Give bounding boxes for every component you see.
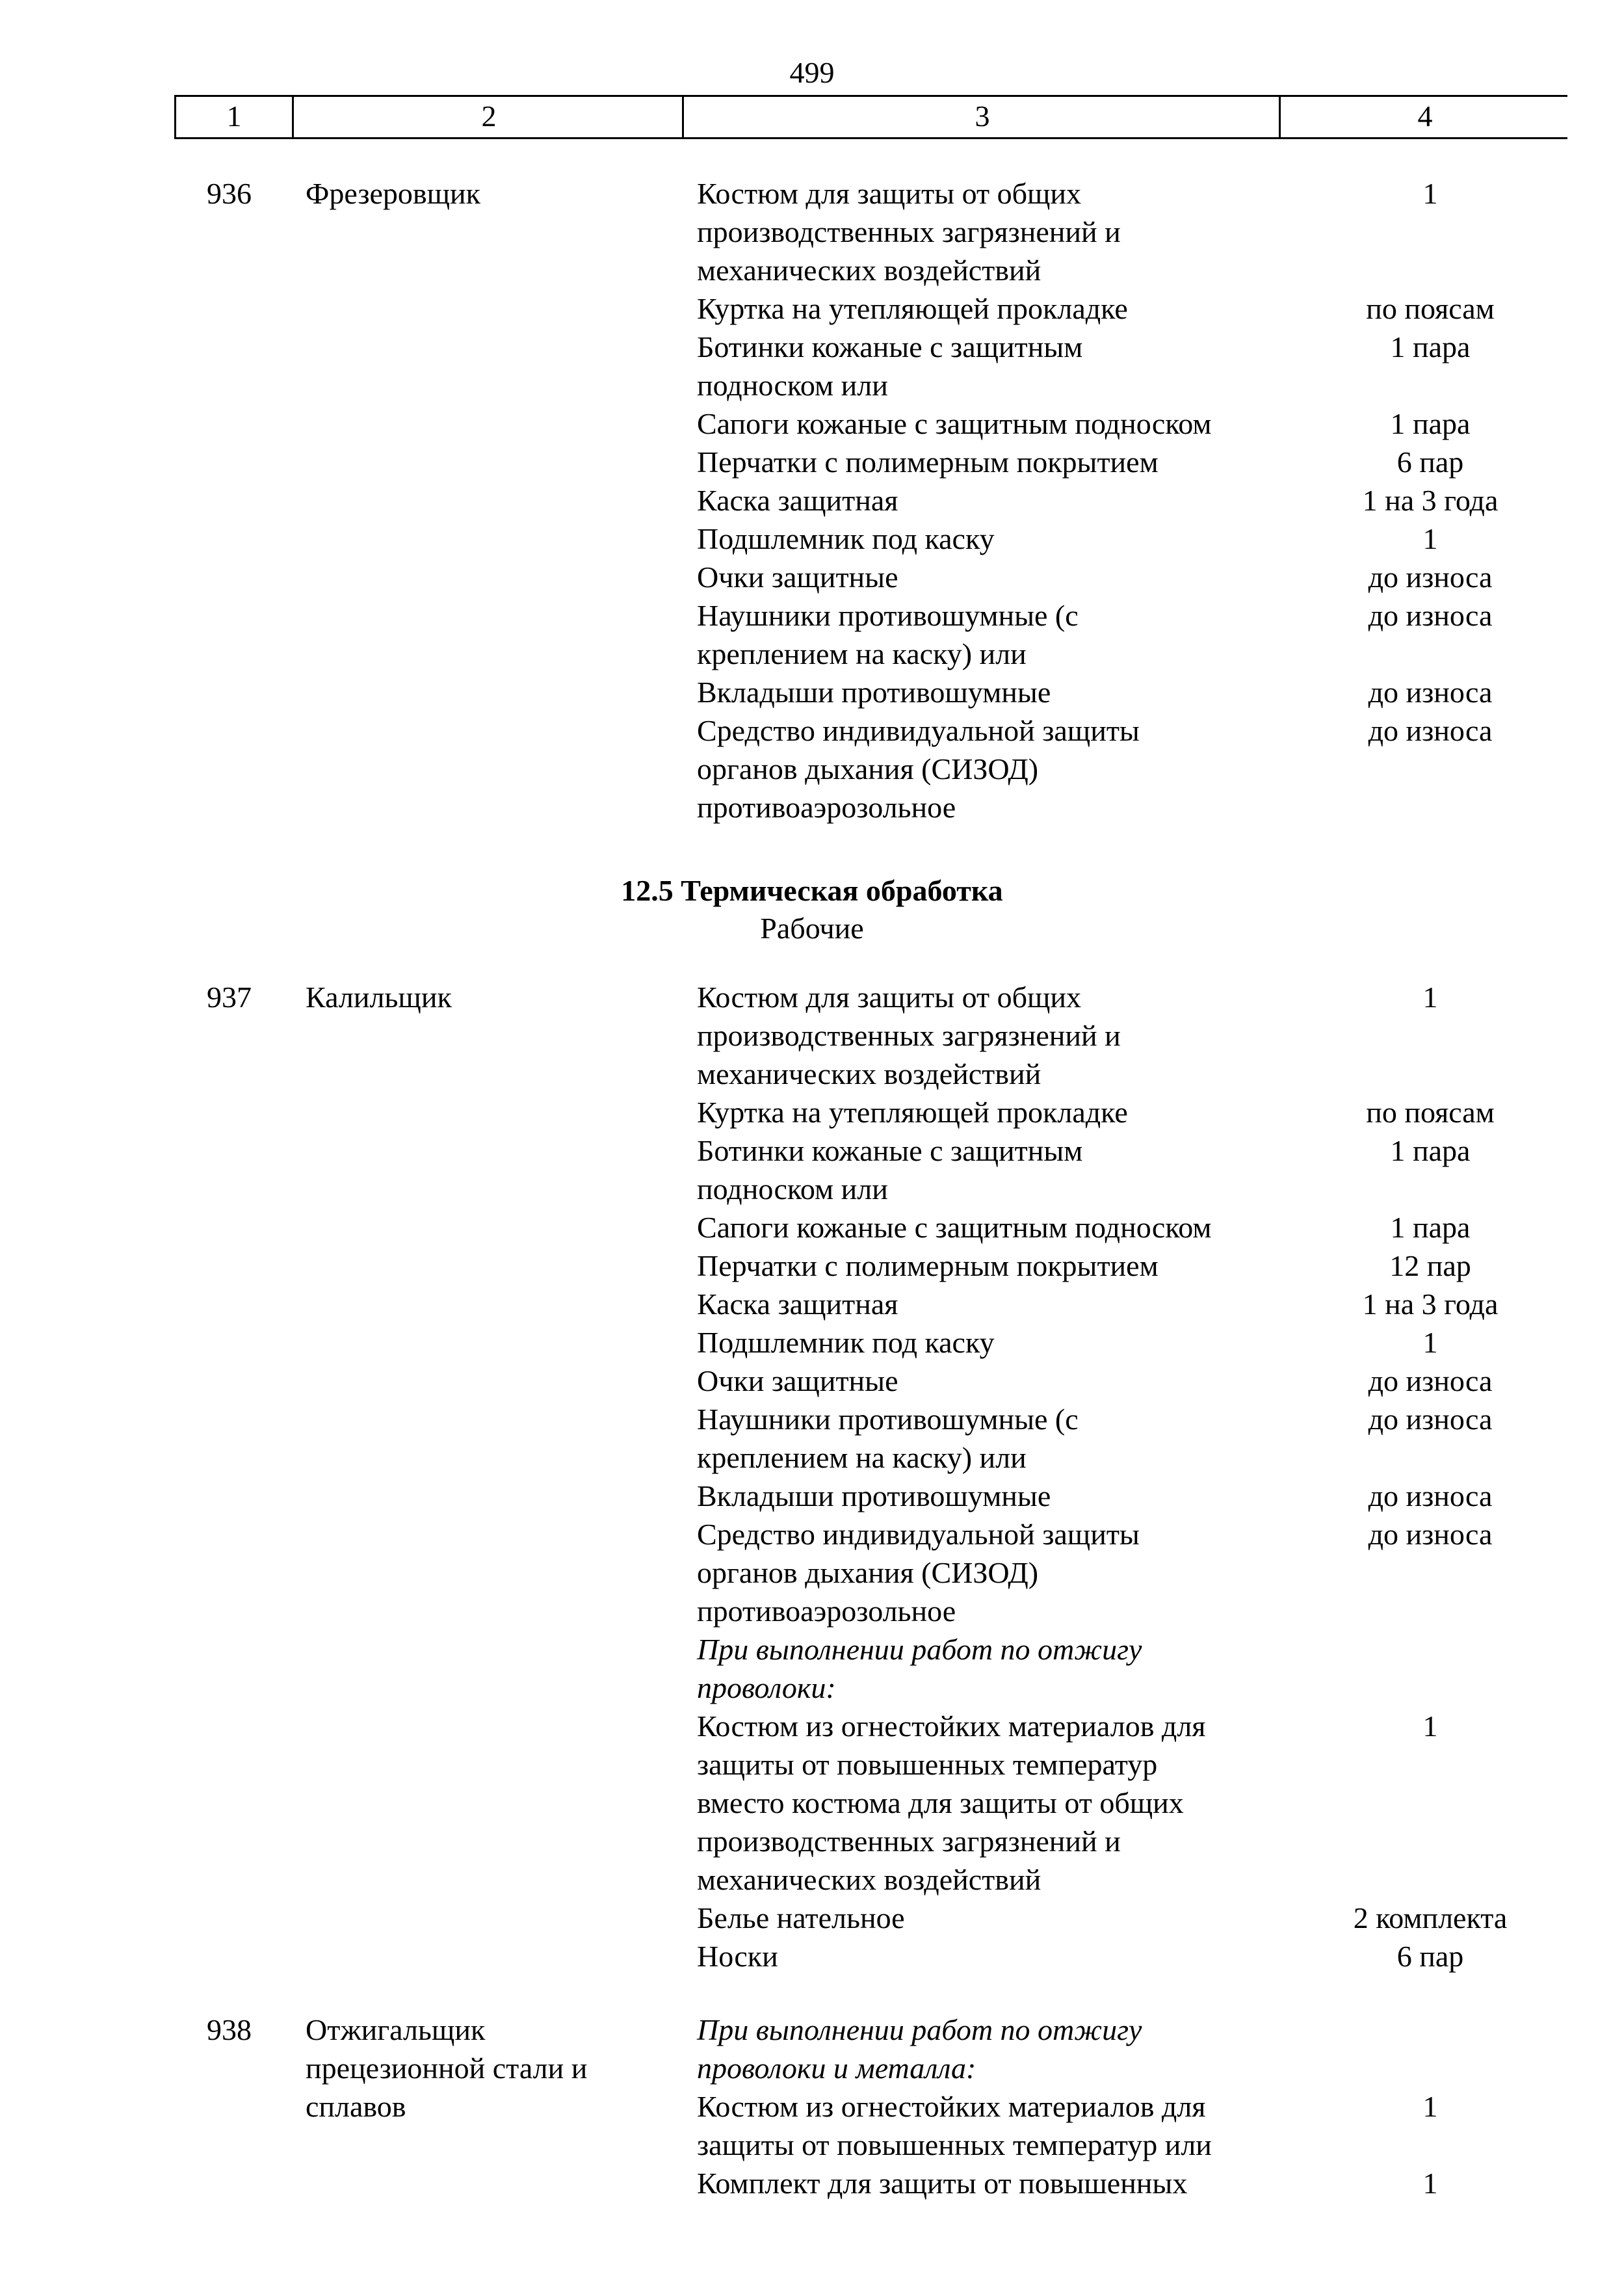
- item-text-line: Подшлемник под каску: [697, 522, 995, 555]
- issue-norm: по поясам: [1366, 292, 1495, 325]
- item-text-line: Вкладыши противошумные: [697, 676, 1051, 709]
- item-text-line: механических воздействий: [697, 1057, 1041, 1090]
- ppe-item-row: [0, 1515, 1624, 1628]
- ppe-item-name: [697, 481, 1295, 520]
- issue-norm: до износа: [1368, 1364, 1493, 1397]
- item-text-line: производственных загрязнений и: [697, 1825, 1121, 1858]
- item-text-line: Костюм из огнестойких материалов для: [697, 2090, 1206, 2123]
- ppe-item-name: [697, 1285, 1295, 1323]
- item-text-line: проволоки:: [697, 1671, 836, 1704]
- section-title: 12.5 Термическая обработка: [621, 874, 1003, 907]
- item-text-line: защиты от повышенных температур: [697, 1748, 1158, 1781]
- ppe-item-name: [697, 558, 1295, 596]
- item-text-line: При выполнении работ по отжигу: [697, 1633, 1142, 1666]
- item-text-line: Каска защитная: [697, 484, 898, 517]
- item-text-line: Подшлемник под каску: [697, 1326, 995, 1359]
- ppe-item-row: [0, 1285, 1624, 1323]
- ppe-item-row: [0, 1362, 1624, 1400]
- item-text-line: Перчатки с полимерным покрытием: [697, 1249, 1159, 1282]
- item-text-line: Сапоги кожаные с защитным подноском: [697, 407, 1212, 440]
- column-header-4: 4: [1279, 97, 1569, 137]
- item-text-line: Каска защитная: [697, 1287, 898, 1321]
- ppe-item-row: [0, 596, 1624, 670]
- item-text-line: противоаэрозольное: [697, 791, 956, 824]
- ppe-item-row: [0, 1208, 1624, 1247]
- item-text-line: Костюм для защиты от общих: [697, 177, 1082, 210]
- issue-norm: 1 пара: [1390, 407, 1471, 440]
- issue-norm: 6 пар: [1396, 1940, 1464, 1973]
- ppe-item-name: [697, 443, 1295, 481]
- issue-norm: до износа: [1368, 1518, 1493, 1551]
- ppe-item-name: [697, 1707, 1295, 1899]
- ppe-item-row: [0, 558, 1624, 596]
- issue-norm: 1: [1422, 1709, 1438, 1743]
- issue-norm: до износа: [1368, 561, 1493, 594]
- ppe-item-name: [697, 1899, 1295, 1937]
- item-text-line: Очки защитные: [697, 1364, 898, 1397]
- item-text-line: производственных загрязнений и: [697, 1019, 1121, 1052]
- item-text-line: подноском или: [697, 1172, 888, 1206]
- item-text-line: Костюм для защиты от общих: [697, 981, 1082, 1014]
- item-text-line: Перчатки с полимерным покрытием: [697, 445, 1159, 479]
- entry-number: 936: [207, 177, 252, 210]
- ppe-item-name: [697, 1362, 1295, 1400]
- profession-name-line: Фрезеровщик: [306, 177, 481, 210]
- issue-norm: до износа: [1368, 1479, 1493, 1512]
- profession-name-line: сплавов: [306, 2090, 406, 2123]
- issue-norm: 1: [1422, 2090, 1438, 2123]
- ppe-item-row: [0, 711, 1624, 824]
- ppe-item-name: [697, 1937, 1295, 1975]
- column-header-3: 3: [682, 97, 1281, 137]
- ppe-item-row: [0, 520, 1624, 558]
- item-text-line: Очки защитные: [697, 561, 898, 594]
- item-text-line: Куртка на утепляющей прокладке: [697, 292, 1128, 325]
- item-text-line: Костюм из огнестойких материалов для: [697, 1709, 1206, 1743]
- issue-norm: 12 пар: [1389, 1249, 1471, 1282]
- ppe-item-row: [0, 2164, 1624, 2202]
- item-text-line: Ботинки кожаные с защитным: [697, 1134, 1083, 1167]
- ppe-item-row: [0, 289, 1624, 328]
- ppe-item-name: [697, 1323, 1295, 1362]
- item-text-line: Носки: [697, 1940, 778, 1973]
- issue-norm: 1 на 3 года: [1362, 484, 1499, 517]
- item-text-line: механических воздействий: [697, 1863, 1041, 1896]
- item-text-line: Средство индивидуальной защиты: [697, 1518, 1140, 1551]
- ppe-item-row: [0, 1093, 1624, 1131]
- issue-norm: 1: [1422, 177, 1438, 210]
- item-text-line: Ботинки кожаные с защитным: [697, 330, 1083, 363]
- item-text-line: защиты от повышенных температур или: [697, 2128, 1212, 2161]
- ppe-item-name: [697, 520, 1295, 558]
- ppe-item-name: [697, 1477, 1295, 1515]
- item-text-line: Наушники противошумные (с: [697, 599, 1079, 632]
- issue-norm: 1: [1422, 981, 1438, 1014]
- item-text-line: При выполнении работ по отжигу: [697, 2013, 1142, 2046]
- ppe-item-row: [0, 174, 1624, 287]
- ppe-item-row: [0, 1247, 1624, 1285]
- item-text-line: проволоки и металла:: [697, 2052, 976, 2085]
- column-header-1: 1: [226, 99, 242, 133]
- ppe-item-row: [0, 1131, 1624, 1206]
- issue-norm: 1: [1422, 2167, 1438, 2200]
- issue-norm: до износа: [1368, 1403, 1493, 1436]
- ppe-item-name: [697, 1247, 1295, 1285]
- ppe-item-name: [697, 711, 1295, 826]
- profession-name-line: прецезионной стали и: [306, 2052, 588, 2085]
- ppe-item-name: [697, 978, 1295, 1093]
- issue-norm: 6 пар: [1396, 445, 1464, 479]
- ppe-item-name: [697, 596, 1295, 673]
- condition-note-row: [0, 1630, 1624, 1704]
- ppe-item-name: [697, 1400, 1295, 1477]
- item-text-line: противоаэрозольное: [697, 1594, 956, 1628]
- profession-name-line: Калильщик: [306, 981, 452, 1014]
- ppe-item-name: [697, 2164, 1295, 2202]
- item-text-line: органов дыхания (СИЗОД): [697, 1556, 1039, 1589]
- item-text-line: органов дыхания (СИЗОД): [697, 752, 1039, 785]
- ppe-item-name: [697, 1208, 1295, 1247]
- issue-norm: 1 пара: [1390, 1134, 1471, 1167]
- issue-norm: 1: [1422, 1326, 1438, 1359]
- issue-norm: 1 пара: [1390, 330, 1471, 363]
- profession-name-line: Отжигальщик: [306, 2013, 486, 2046]
- ppe-item-row: [0, 673, 1624, 711]
- ppe-item-name: [697, 328, 1295, 404]
- item-text-line: креплением на каску) или: [697, 637, 1027, 670]
- item-text-line: вместо костюма для защиты от общих: [697, 1786, 1184, 1819]
- item-text-line: механических воздействий: [697, 254, 1041, 287]
- issue-norm: 1 на 3 года: [1362, 1287, 1499, 1321]
- item-text-line: Сапоги кожаные с защитным подноском: [697, 1211, 1212, 1244]
- entry-number: 937: [207, 981, 252, 1014]
- issue-norm: до износа: [1368, 599, 1493, 632]
- issue-norm: 2 комплекта: [1353, 1901, 1508, 1934]
- ppe-item-row: [0, 1323, 1624, 1362]
- column-header-row: [174, 95, 1567, 139]
- ppe-item-name: [697, 2087, 1295, 2164]
- ppe-item-name: [697, 673, 1295, 711]
- issue-norm: до износа: [1368, 714, 1493, 747]
- item-text-line: Куртка на утепляющей прокладке: [697, 1096, 1128, 1129]
- section-subtitle: Рабочие: [760, 912, 864, 945]
- column-header-2: 2: [292, 97, 684, 137]
- item-text-line: Комплект для защиты от повышенных: [697, 2167, 1188, 2200]
- item-text-line: Наушники противошумные (с: [697, 1403, 1079, 1436]
- condition-note: [697, 1630, 1295, 1707]
- issue-norm: по поясам: [1366, 1096, 1495, 1129]
- ppe-item-row: [0, 1937, 1624, 1975]
- issue-norm: до износа: [1368, 676, 1493, 709]
- ppe-item-name: [697, 1093, 1295, 1131]
- ppe-item-name: [697, 404, 1295, 443]
- ppe-item-name: [697, 289, 1295, 328]
- ppe-item-name: [697, 1131, 1295, 1208]
- ppe-item-row: [0, 443, 1624, 481]
- page-number: 499: [789, 56, 835, 89]
- ppe-item-row: [0, 328, 1624, 402]
- ppe-item-row: [0, 404, 1624, 443]
- ppe-item-row: [0, 1400, 1624, 1474]
- item-text-line: производственных загрязнений и: [697, 215, 1121, 248]
- issue-norm: 1 пара: [1390, 1211, 1471, 1244]
- ppe-item-row: [0, 481, 1624, 520]
- ppe-item-row: [0, 1477, 1624, 1515]
- item-text-line: Белье нательное: [697, 1901, 905, 1934]
- condition-note: [697, 2011, 1295, 2087]
- ppe-item-row: [0, 2087, 1624, 2161]
- ppe-item-name: [697, 1515, 1295, 1630]
- item-text-line: Вкладыши противошумные: [697, 1479, 1051, 1512]
- ppe-item-name: [697, 174, 1295, 289]
- issue-norm: 1: [1422, 522, 1438, 555]
- item-text-line: креплением на каску) или: [697, 1441, 1027, 1474]
- ppe-item-row: [0, 978, 1624, 1090]
- item-text-line: Средство индивидуальной защиты: [697, 714, 1140, 747]
- ppe-item-row: [0, 1899, 1624, 1937]
- item-text-line: подноском или: [697, 369, 888, 402]
- entry-number: 938: [207, 2013, 252, 2046]
- ppe-item-row: [0, 1707, 1624, 1896]
